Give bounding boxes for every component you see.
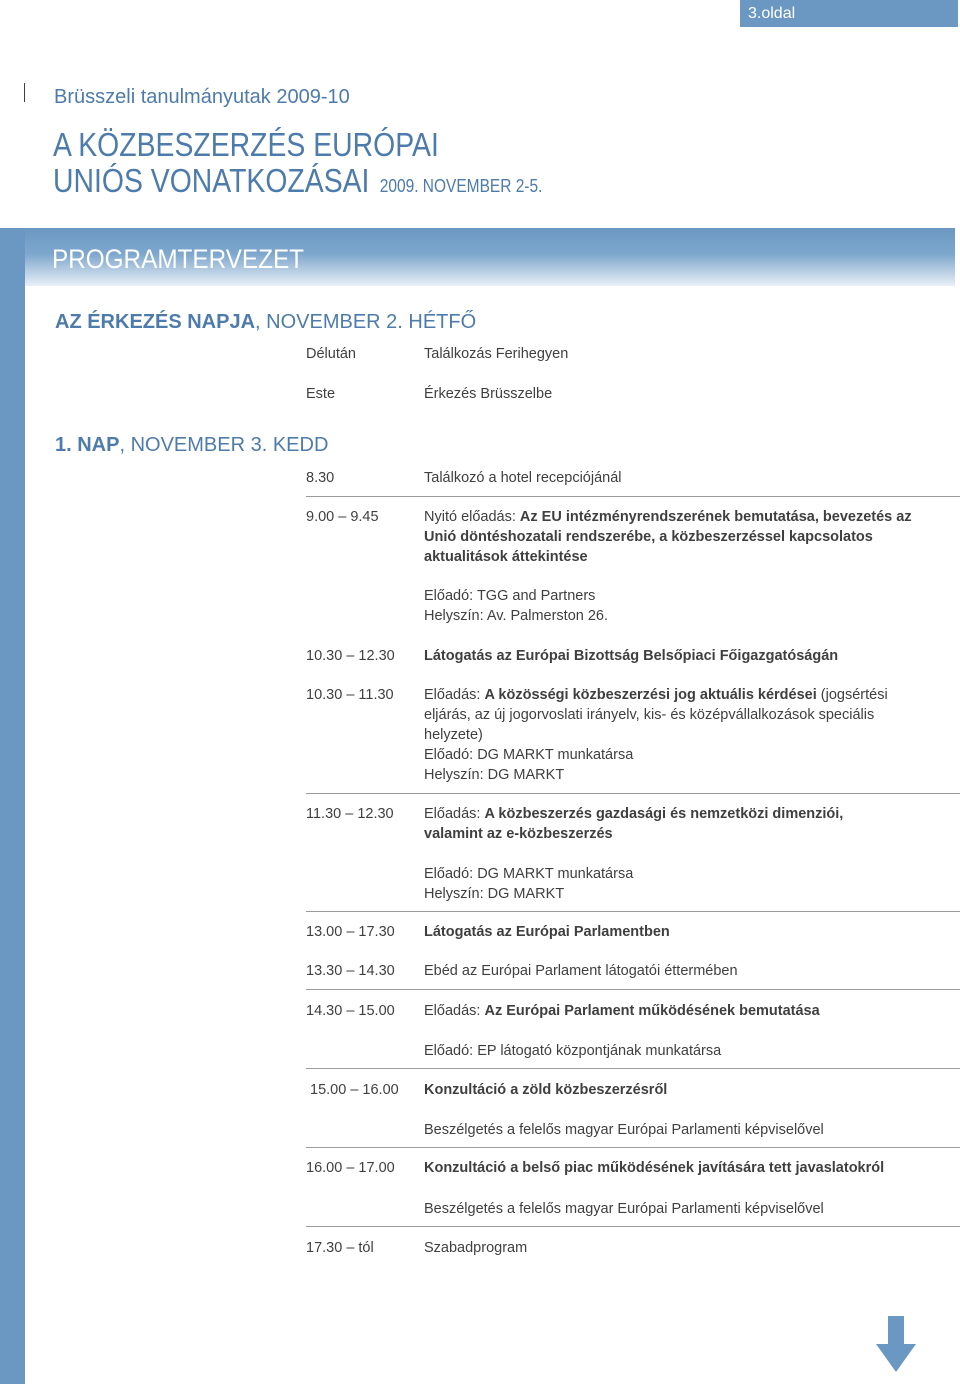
schedule-text: Ebéd az Európai Parlament látogatói éttermében	[424, 963, 738, 979]
speaker-line: Előadó: DG MARKT munkatársa	[424, 747, 634, 763]
item-title: A közbeszerzés gazdasági és nemzetközi dimenziói, valamint az e-közbeszerzés	[424, 806, 844, 842]
schedule-text: Szabadprogram	[424, 1240, 528, 1256]
schedule-time: 13.00 – 17.30	[306, 924, 395, 940]
schedule-time: 11.30 – 12.30	[306, 806, 394, 822]
arrival-time-afternoon: Délután	[306, 346, 356, 362]
schedule-text	[424, 685, 924, 745]
arrival-day-heading-bold: AZ ÉRKEZÉS NAPJA	[55, 311, 256, 333]
divider	[306, 1068, 960, 1069]
schedule-time: 15.00 – 16.00	[310, 1082, 399, 1098]
schedule-text	[424, 922, 924, 942]
arrival-text-afternoon: Találkozás Ferihegyen	[424, 346, 569, 362]
schedule-text	[424, 507, 924, 567]
schedule-time: 13.30 – 14.30	[306, 963, 395, 979]
item-title: Konzultáció a belső piac működésének javítására tett javaslatokról	[424, 1160, 885, 1176]
left-decorative-stripe	[0, 228, 25, 1384]
item-prefix: Előadás:	[424, 687, 485, 703]
arrival-time-evening: Este	[306, 386, 336, 402]
item-prefix: Nyitó előadás:	[424, 509, 520, 525]
schedule-text	[424, 646, 924, 666]
item-prefix: Előadás:	[424, 1003, 485, 1019]
item-title: Az Európai Parlament működésének bemutatása	[484, 1003, 820, 1019]
schedule-time: 9.00 – 9.45	[306, 509, 379, 525]
item-suffix: (jogsértési eljárás, az új jogorvoslati irányelv, kis- és középvállalkozások speciális helyzete)	[424, 687, 888, 743]
day1-heading-date: , NOVEMBER 3. KEDD	[119, 434, 329, 456]
schedule-time: 8.30	[306, 470, 335, 486]
item-title: A közösségi közbeszerzési jog aktuális kérdései	[484, 687, 817, 703]
arrow-down-icon[interactable]	[876, 1316, 916, 1372]
item-title: Látogatás az Európai Parlamentben	[424, 924, 670, 940]
event-dates: 2009. NOVEMBER 2-5.	[379, 176, 543, 196]
schedule-time: 16.00 – 17.00	[306, 1160, 395, 1176]
document-title-line-1: A KÖZBESZERZÉS EURÓPAI	[53, 126, 439, 163]
item-title: Konzultáció a zöld közbeszerzésről	[424, 1082, 668, 1098]
schedule-time: 10.30 – 12.30	[306, 648, 395, 664]
item-title: Az EU intézményrendszerének bemutatása, bevezetés az Unió döntéshozatali rendszerébe, a közbeszerzéssel kapcsolatos aktualitások áttekintése	[424, 509, 912, 565]
schedule-time: 14.30 – 15.00	[306, 1003, 395, 1019]
speaker-line: Előadó: DG MARKT munkatársa	[424, 866, 634, 882]
schedule-time: 10.30 – 11.30	[306, 687, 394, 703]
document-title-text: UNIÓS VONATKOZÁSAI	[53, 162, 370, 199]
arrival-day-heading	[55, 311, 476, 334]
divider	[306, 1226, 960, 1227]
arrival-text-evening: Érkezés Brüsszelbe	[424, 386, 553, 402]
schedule-text	[424, 1001, 924, 1021]
program-title: PROGRAMTERVEZET	[52, 244, 305, 274]
day1-heading-bold: 1. NAP	[55, 434, 120, 456]
series-title: Brüsszeli tanulmányutak 2009-10	[54, 86, 350, 108]
divider	[306, 496, 960, 497]
item-title: Látogatás az Európai Bizottság Belsőpiaci Főigazgatóságán	[424, 648, 839, 664]
page-number-tab: 3.oldal	[740, 0, 958, 27]
arrival-day-heading-date: , NOVEMBER 2. HÉTFŐ	[255, 311, 477, 333]
divider	[306, 793, 960, 794]
divider	[306, 1147, 960, 1148]
speaker-line: Előadó: TGG and Partners	[424, 588, 596, 604]
divider	[306, 911, 960, 912]
document-title-line-2	[53, 162, 542, 200]
venue-line: Helyszín: Av. Palmerston 26.	[424, 608, 609, 624]
day1-heading	[55, 434, 328, 457]
venue-line: Helyszín: DG MARKT	[424, 767, 565, 783]
divider	[306, 989, 960, 990]
schedule-text	[424, 1158, 944, 1178]
venue-line: Helyszín: DG MARKT	[424, 886, 565, 902]
header-divider-mark	[24, 83, 25, 102]
schedule-text: Találkozó a hotel recepciójánál	[424, 470, 622, 486]
speaker-line: Előadó: EP látogató központjának munkatársa	[424, 1043, 722, 1059]
note-line: Beszélgetés a felelős magyar Európai Parlamenti képviselővel	[424, 1122, 824, 1138]
schedule-time: 17.30 – tól	[306, 1240, 374, 1256]
schedule-text	[424, 804, 894, 844]
note-line: Beszélgetés a felelős magyar Európai Parlamenti képviselővel	[424, 1201, 824, 1217]
item-prefix: Előadás:	[424, 806, 485, 822]
schedule-text	[424, 1080, 924, 1100]
